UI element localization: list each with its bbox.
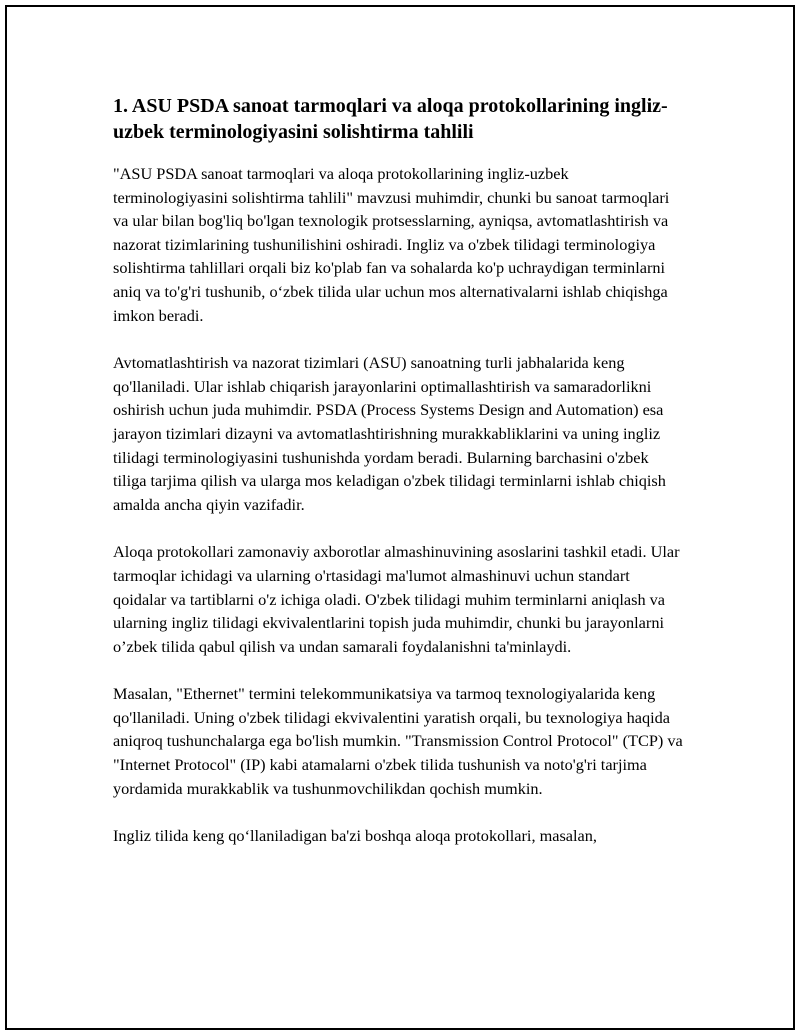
document-body: [113, 93, 683, 872]
paragraph-ethernet-example: Masalan, "Ethernet" termini telekommunikatsiya va tarmoq texnologiyalarida keng qo'llaniladi. Uning o'zbek tilidagi ekvivalentini yaratish orqali, bu texnologiya haqida aniqroq tushunchalarga ega bo'lish mumkin. "Transmission Control Protocol" (TCP) va "Internet Protocol" (IP) kabi atamalarni o'zbek tilida tushunish va noto'g'ri tarjima yordamida murakkablik va tushunmovchilikdan qochish mumkin.: [113, 684, 683, 798]
paragraph-intro: "ASU PSDA sanoat tarmoqlari va aloqa protokollarining ingliz-uzbek terminologiyasini solishtirma tahlili" mavzusi muhimdir, chunki bu sanoat tarmoqlari va ular bilan bog'liq bo'lgan texnologik protsesslarning, ayniqsa, avtomatlashtirish va nazorat tizimlarining tushunilishini oshiradi. Ingliz va o'zbek tilidagi terminologiya solishtirma tahlillari orqali biz ko'plab fan va sohalarda ko'p uchraydigan terminlarni aniq va to'g'ri tushunib, o‘zbek tilida ular uchun mos alternativalarni ishlab chiqishga imkon beradi.: [113, 164, 670, 325]
paragraph-other-protocols: Ingliz tilida keng qo‘llaniladigan ba'zi boshqa aloqa protokollari, masalan,: [113, 826, 597, 846]
paragraph-protocols: Aloqa protokollari zamonaviy axborotlar almashinuvining asoslarini tashkil etadi. Ular tarmoqlar ichidagi va ularning o'rtasidagi ma'lumot almashinuvi uchun standart qoidalar va tartiblarni o'z ichiga oladi. O'zbek tilidagi muhim terminlarni aniqlash va ularning ingliz tilidagi ekvivalentlarini topish juda muhimdir, chunki bu jarayonlarni o’zbek tilida qabul qilish va undan samarali foydalanishni ta'minlaydi.: [113, 542, 680, 656]
section-heading: 1. ASU PSDA sanoat tarmoqlari va aloqa protokollarining ingliz-uzbek terminologiyasini solishtirma tahlili: [113, 95, 668, 143]
paragraph-asu-psda: Avtomatlashtirish va nazorat tizimlari (ASU) sanoatning turli jabhalarida keng qo'llaniladi. Ular ishlab chiqarish jarayonlarini optimallashtirish va samaradorlikni oshirish uchun juda muhimdir. PSDA (Process Systems Design and Automation) esa jarayon tizimlari dizayni va avtomatlashtirishning murakkabliklarini va uning ingliz tilidagi terminologiyasini tushunishda yordam beradi. Bularning barchasini o'zbek tiliga tarjima qilish va ularga mos keladigan o'zbek tilidagi terminlarni ishlab chiqish amalda ancha qiyin vazifadir.: [113, 353, 666, 514]
